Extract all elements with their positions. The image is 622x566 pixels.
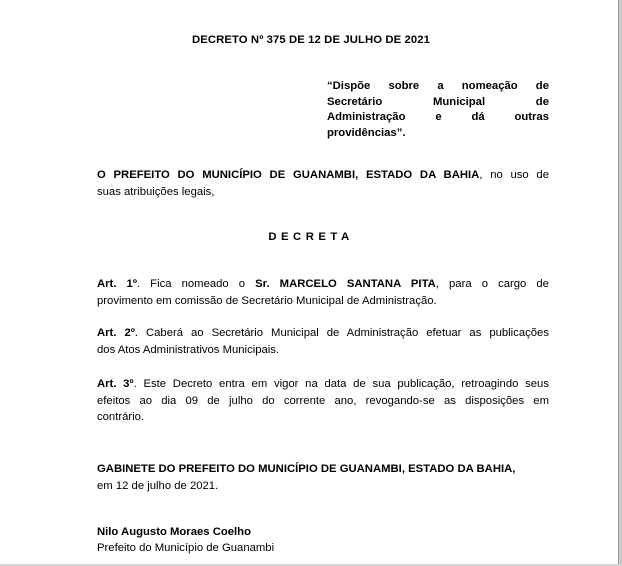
summary-line: Administração e dá outras bbox=[327, 111, 549, 123]
summary-line: providências”. bbox=[327, 126, 406, 139]
article-label: Art. 3º bbox=[97, 378, 134, 390]
signatory-name: Nilo Augusto Moraes Coelho bbox=[97, 526, 251, 538]
article-line bbox=[97, 276, 549, 293]
signature-block bbox=[97, 525, 274, 556]
article-1 bbox=[97, 276, 549, 309]
article-text: . Caberá ao Secretário Municipal de Administração efetuar as publicações bbox=[134, 327, 549, 339]
article-2 bbox=[97, 325, 549, 358]
cabinet-line: GABINETE DO PREFEITO DO MUNICÍPIO DE GUANAMBI, ESTADO DA BAHIA, bbox=[97, 463, 516, 475]
signatory-role: Prefeito do Município de Guanambi bbox=[97, 541, 275, 554]
preamble-line: suas atribuições legais, bbox=[97, 185, 215, 198]
date-line: em 12 de julho de 2021. bbox=[97, 479, 219, 492]
article-text: , para o cargo de bbox=[435, 278, 549, 290]
preamble-line bbox=[97, 167, 549, 184]
article-line bbox=[97, 325, 549, 342]
article-line: efeitos ao dia 09 de julho do corrente ano, revogando-se as disposições em bbox=[97, 394, 549, 407]
preamble-authority: O PREFEITO DO MUNICÍPIO DE GUANAMBI, ESTADO DA BAHIA bbox=[97, 169, 480, 181]
article-label: Art. 1º bbox=[97, 278, 137, 290]
article-line bbox=[97, 376, 549, 393]
summary-line: Secretário Municipal de bbox=[327, 95, 549, 108]
article-label: Art. 2º bbox=[97, 327, 135, 339]
decree-title: DECRETO Nº 375 DE 12 DE JULHO DE 2021 bbox=[191, 34, 431, 46]
cabinet-dateline bbox=[97, 461, 549, 494]
preamble-text: , no uso de bbox=[479, 169, 549, 181]
preamble-paragraph bbox=[97, 167, 549, 200]
article-line: dos Atos Administrativos Municipais. bbox=[97, 343, 280, 356]
article-3 bbox=[97, 376, 549, 426]
article-text: . Este Decreto entra em vigor na data de sua publicação, retroagindo seus bbox=[133, 378, 549, 390]
article-line: contrário. bbox=[97, 411, 145, 423]
page-edge bbox=[618, 0, 622, 566]
decree-summary bbox=[327, 79, 549, 141]
article-text: . Fica nomeado o bbox=[136, 278, 256, 290]
appointee-name: Sr. MARCELO SANTANA PITA bbox=[255, 278, 436, 290]
decreta-heading: DECRETA bbox=[268, 231, 354, 243]
summary-line: “Dispõe sobre a nomeação de bbox=[327, 80, 549, 92]
article-line: provimento em comissão de Secretário Municipal de Administração. bbox=[97, 294, 437, 307]
